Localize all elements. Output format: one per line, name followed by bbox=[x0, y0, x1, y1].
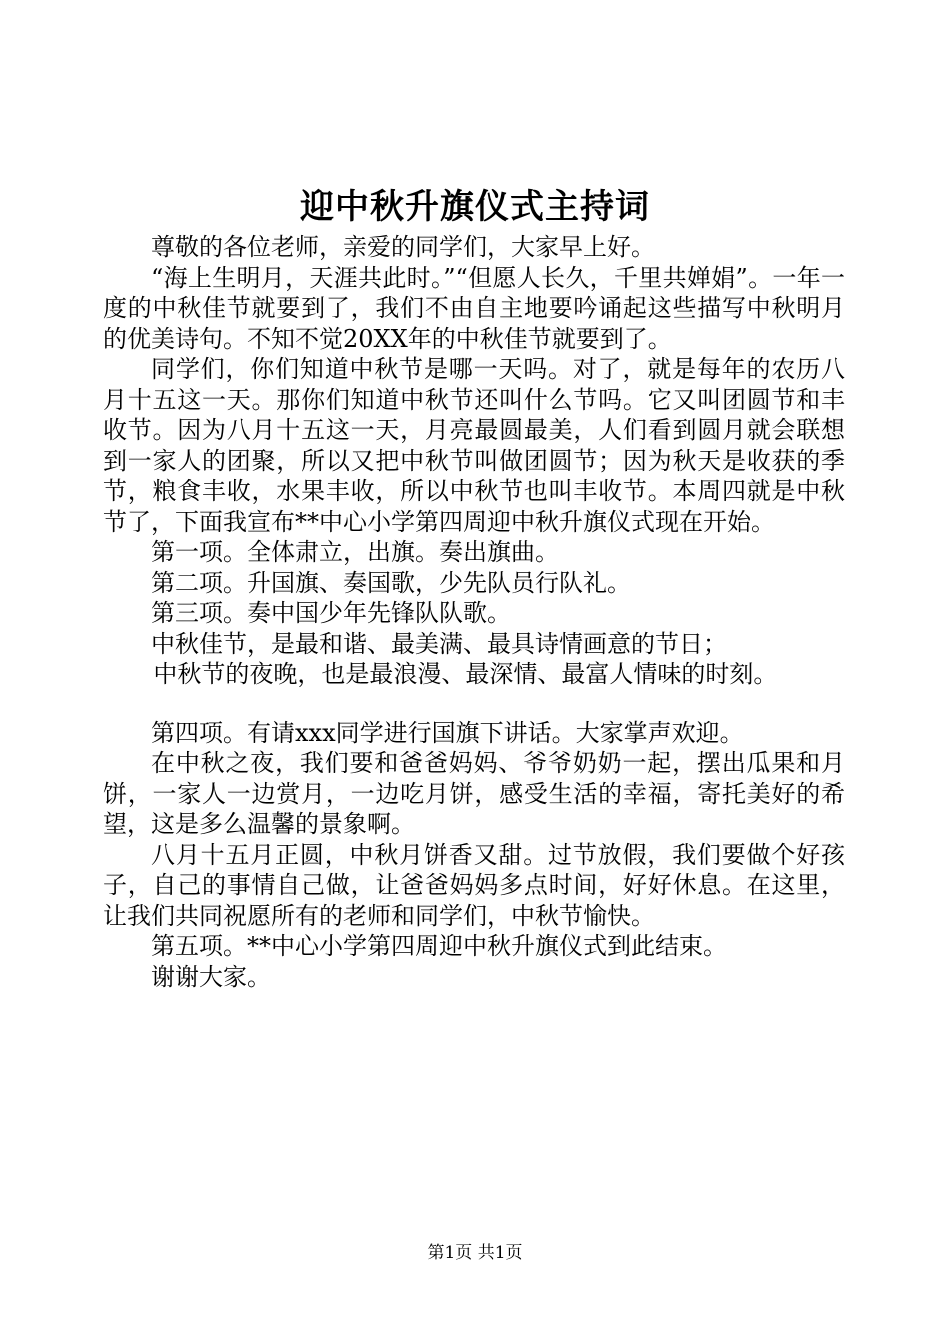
document-body bbox=[103, 232, 845, 992]
paragraph-item-5: 第五项。**中心小学第四周迎中秋升旗仪式到此结束。 bbox=[151, 932, 727, 960]
paragraph-festival-explanation: 同学们，你们知道中秋节是哪一天吗。对了，就是每年的农历八月十五这一天。那你们知道中秋节还叫什么节吗。它又叫团圆节和丰收节。因为八月十五这一天，月亮最圆最美，人们看到圆月就会联想到一家人的团聚，所以又把中秋节叫做团圆节；因为秋天是收获的季节，粮食丰收，水果丰收，所以中秋节也叫丰收节。本周四就是中秋节了，下面我宣布**中心小学第四周迎中秋升旗仪式现在开始。 bbox=[103, 355, 845, 536]
paragraph-festival-line-1: 中秋佳节，是最和谐、最美满、最具诗情画意的节日； bbox=[151, 629, 727, 658]
paragraph-item-4: 第四项。有请xxx同学进行国旗下讲话。大家掌声欢迎。 bbox=[151, 718, 744, 747]
paragraph-festival-line-2: 中秋节的夜晚，也是最浪漫、最深情、最富人情味的时刻。 bbox=[153, 660, 778, 688]
paragraph-thanks: 谢谢大家。 bbox=[151, 962, 271, 991]
paragraph-greeting: 尊敬的各位老师，亲爱的同学们，大家早上好。 bbox=[151, 233, 655, 261]
paragraph-item-2: 第二项。升国旗、奏国歌，少先队员行队礼。 bbox=[151, 568, 631, 597]
paragraph-item-3: 第三项。奏中国少年先锋队队歌。 bbox=[151, 599, 511, 627]
page-footer: 第1页 共1页 bbox=[427, 1243, 523, 1263]
paragraph-item-1: 第一项。全体肃立，出旗。奏出旗曲。 bbox=[151, 538, 559, 566]
document-title: 迎中秋升旗仪式主持词 bbox=[300, 187, 650, 227]
paragraph-poem-intro: “海上生明月，天涯共此时。”“但愿人长久，千里共婵娟”。一年一度的中秋佳节就要到了，我们不由自主地要吟诵起这些描写中秋明月的优美诗句。不知不觉20XX年的中秋佳节就要到了。 bbox=[103, 263, 845, 353]
paragraph-mid-autumn-night: 在中秋之夜，我们要和爸爸妈妈、爷爷奶奶一起，摆出瓜果和月饼，一家人一边赏月，一边吃月饼，感受生活的幸福，寄托美好的希望，这是多么温馨的景象啊。 bbox=[103, 749, 845, 838]
paragraph-good-child: 八月十五月正圆，中秋月饼香又甜。过节放假，我们要做个好孩子，自己的事情自己做，让爸爸妈妈多点时间，好好休息。在这里，让我们共同祝愿所有的老师和同学们，中秋节愉快。 bbox=[103, 840, 845, 930]
